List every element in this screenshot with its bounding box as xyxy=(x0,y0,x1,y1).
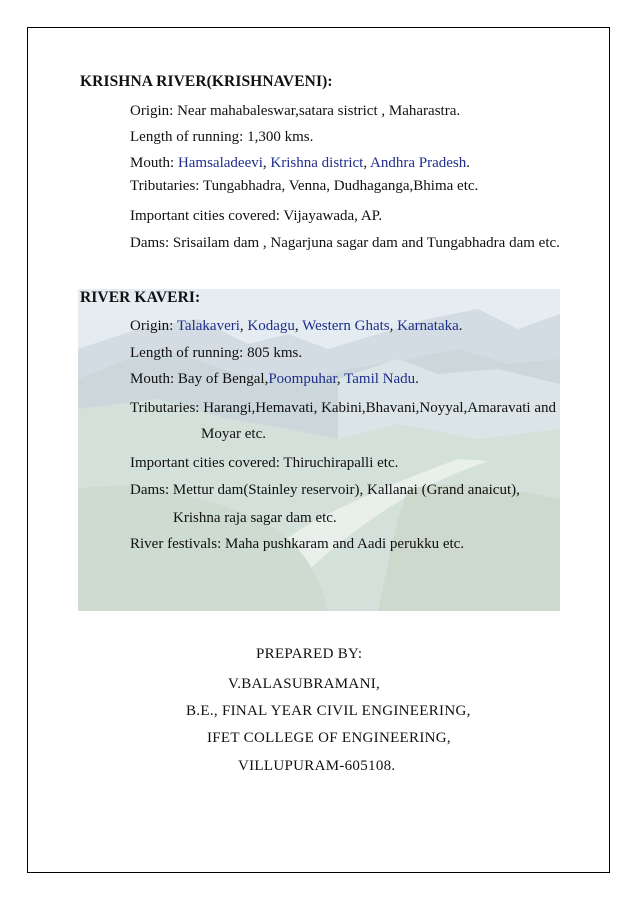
krishna-origin: Origin: Near mahabaleswar,satara sistrict , Maharastra. xyxy=(130,103,461,119)
kaveri-heading: RIVER KAVERI: xyxy=(80,289,201,306)
period: . xyxy=(458,318,463,334)
kaveri-festivals: River festivals: Maha pushkaram and Aadi perukku etc. xyxy=(130,536,465,552)
kaveri-mouth-label: Mouth: Bay of Bengal, xyxy=(130,371,269,387)
separator: , xyxy=(294,318,303,334)
kaveri-tributaries-line2: Moyar etc. xyxy=(201,426,266,442)
kaveri-dams-line2: Krishna raja sagar dam etc. xyxy=(173,510,337,526)
link-hamsaladeevi[interactable]: Hamsaladeevi xyxy=(177,155,263,171)
link-krishna-district[interactable]: Krishna district xyxy=(270,155,364,171)
krishna-tributaries: Tributaries: Tungabhadra, Venna, Dudhaganga,Bhima etc. xyxy=(130,178,479,194)
link-karnataka[interactable]: Karnataka xyxy=(397,318,459,334)
prepared-by-label: PREPARED BY: xyxy=(256,646,363,662)
author-college: IFET COLLEGE OF ENGINEERING, xyxy=(207,730,451,746)
link-western-ghats[interactable]: Western Ghats xyxy=(302,318,390,334)
author-name: V.BALASUBRAMANI, xyxy=(228,676,381,692)
separator: , xyxy=(239,318,248,334)
separator: , xyxy=(363,155,370,171)
krishna-dams: Dams: Srisailam dam , Nagarjuna sagar dam and Tungabhadra dam etc. xyxy=(130,235,560,251)
krishna-length: Length of running: 1,300 kms. xyxy=(130,129,314,145)
krishna-heading: KRISHNA RIVER(KRISHNAVENI): xyxy=(80,73,333,90)
period: . xyxy=(466,155,470,171)
river-valley-background-image xyxy=(78,289,560,611)
link-tamil-nadu[interactable]: Tamil Nadu xyxy=(344,371,416,387)
separator: , xyxy=(262,155,271,171)
kaveri-mouth xyxy=(130,371,419,388)
author-place: VILLUPURAM-605108. xyxy=(238,758,396,774)
kaveri-origin-label: Origin: xyxy=(130,318,177,334)
link-poompuhar[interactable]: Poompuhar xyxy=(268,371,337,387)
separator: , xyxy=(389,318,398,334)
krishna-mouth-label: Mouth: xyxy=(130,155,178,171)
krishna-cities: Important cities covered: Vijayawada, AP. xyxy=(130,208,383,224)
krishna-mouth xyxy=(130,155,470,172)
kaveri-origin xyxy=(130,318,463,335)
kaveri-tributaries-line1: Tributaries: Harangi,Hemavati, Kabini,Bhavani,Noyyal,Amaravati and xyxy=(130,400,556,416)
author-degree: B.E., FINAL YEAR CIVIL ENGINEERING, xyxy=(186,703,471,719)
kaveri-dams-line1: Dams: Mettur dam(Stainley reservoir), Kallanai (Grand anaicut), xyxy=(130,482,520,498)
link-kodagu[interactable]: Kodagu xyxy=(247,318,295,334)
link-talakaveri[interactable]: Talakaveri xyxy=(176,318,240,334)
period: . xyxy=(415,371,419,387)
kaveri-length: Length of running: 805 kms. xyxy=(130,345,303,361)
link-andhra-pradesh[interactable]: Andhra Pradesh xyxy=(370,155,467,171)
separator: , xyxy=(336,371,345,387)
kaveri-cities: Important cities covered: Thiruchirapalli etc. xyxy=(130,455,399,471)
